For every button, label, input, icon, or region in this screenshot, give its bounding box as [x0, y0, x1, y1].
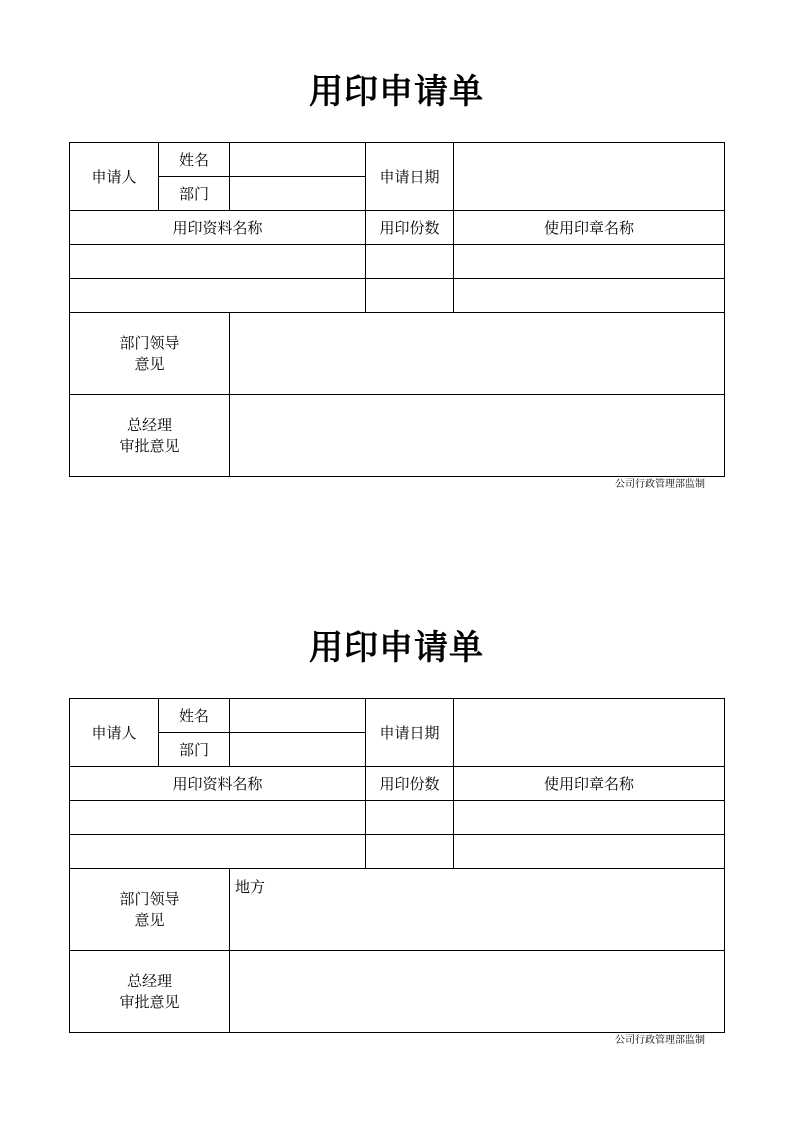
- copies-cell[interactable]: [366, 801, 454, 835]
- form-title: 用印申请单: [309, 628, 484, 668]
- application-table: [69, 142, 725, 477]
- department-label: 部门: [159, 733, 230, 767]
- apply-date-field[interactable]: [454, 699, 725, 767]
- gm-approval-label: [70, 395, 230, 477]
- copies-header: 用印份数: [366, 211, 454, 245]
- gm-approval-label: [70, 951, 230, 1033]
- dept-leader-label-line1: 部门领导: [119, 889, 180, 908]
- gm-label-line1: 总经理: [126, 415, 172, 434]
- dept-leader-opinion-field[interactable]: [230, 869, 725, 951]
- gm-label-line2: 审批意见: [119, 992, 180, 1011]
- dept-leader-opinion-text: 地方: [235, 878, 266, 896]
- gm-opinion-text: [230, 951, 724, 958]
- copies-cell[interactable]: [366, 279, 454, 313]
- gm-label-line2: 审批意见: [119, 436, 180, 455]
- dept-leader-opinion-label: [70, 313, 230, 395]
- application-table: [69, 698, 725, 1033]
- seal-name-header: 使用印章名称: [454, 767, 725, 801]
- dept-leader-opinion-field[interactable]: [230, 313, 725, 395]
- seal-cell[interactable]: [454, 801, 725, 835]
- gm-approval-field[interactable]: [230, 951, 725, 1033]
- gm-opinion-text: [230, 395, 724, 402]
- seal-cell[interactable]: [454, 279, 725, 313]
- footer-note: 公司行政管理部监制: [615, 479, 705, 490]
- table-row: [70, 279, 725, 313]
- seal-name-header: 使用印章名称: [454, 211, 725, 245]
- apply-date-label: 申请日期: [366, 143, 454, 211]
- table-row: [70, 835, 725, 869]
- footer-note: 公司行政管理部监制: [615, 1035, 705, 1046]
- applicant-label: 申请人: [70, 699, 159, 767]
- seal-cell[interactable]: [454, 245, 725, 279]
- copies-cell[interactable]: [366, 835, 454, 869]
- dept-leader-opinion-label: [70, 869, 230, 951]
- material-cell[interactable]: [70, 279, 366, 313]
- form-title: 用印申请单: [309, 72, 484, 112]
- apply-date-label: 申请日期: [366, 699, 454, 767]
- department-field[interactable]: [230, 177, 366, 211]
- dept-leader-label-line2: 意见: [134, 910, 165, 929]
- material-name-header: 用印资料名称: [70, 211, 366, 245]
- department-field[interactable]: [230, 733, 366, 767]
- name-label: 姓名: [159, 143, 230, 177]
- copies-header: 用印份数: [366, 767, 454, 801]
- dept-leader-label-line2: 意见: [134, 354, 165, 373]
- name-field[interactable]: [230, 699, 366, 733]
- name-label: 姓名: [159, 699, 230, 733]
- material-cell[interactable]: [70, 835, 366, 869]
- gm-approval-field[interactable]: [230, 395, 725, 477]
- dept-leader-label-line1: 部门领导: [119, 333, 180, 352]
- applicant-label: 申请人: [70, 143, 159, 211]
- table-row: [70, 801, 725, 835]
- name-field[interactable]: [230, 143, 366, 177]
- dept-leader-opinion-text: [230, 313, 724, 320]
- apply-date-field[interactable]: [454, 143, 725, 211]
- department-label: 部门: [159, 177, 230, 211]
- material-cell[interactable]: [70, 801, 366, 835]
- material-cell[interactable]: [70, 245, 366, 279]
- seal-cell[interactable]: [454, 835, 725, 869]
- table-row: [70, 245, 725, 279]
- gm-label-line1: 总经理: [126, 971, 172, 990]
- material-name-header: 用印资料名称: [70, 767, 366, 801]
- copies-cell[interactable]: [366, 245, 454, 279]
